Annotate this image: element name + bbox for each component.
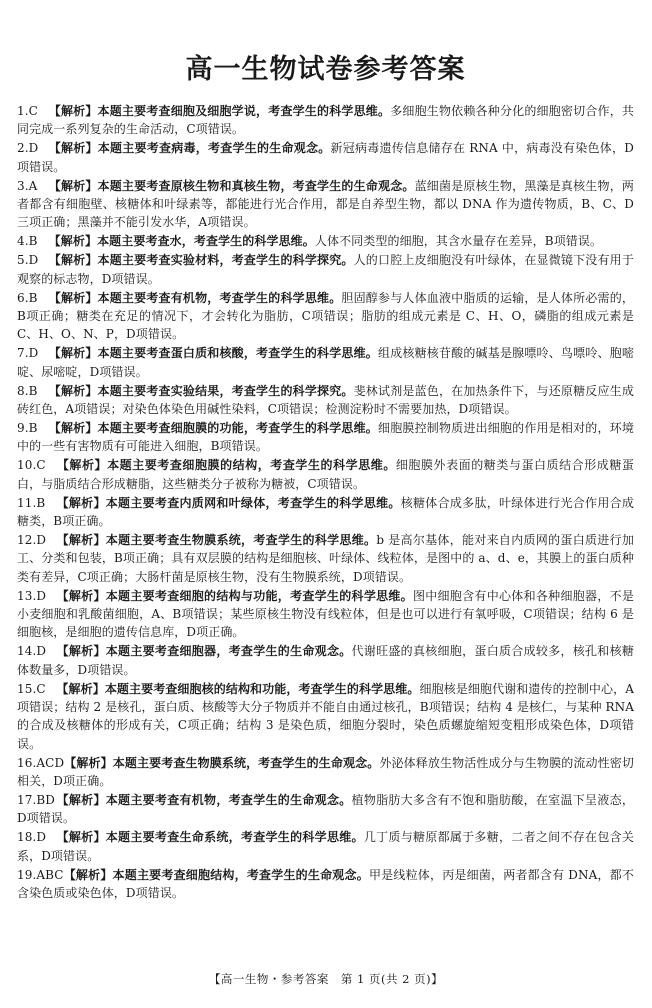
analysis-tag: 【解析】 xyxy=(56,681,105,696)
answer-item xyxy=(17,494,634,531)
answer-choice: C xyxy=(36,681,46,696)
analysis-lead: 本题主要考查细胞核的结构和功能，考查学生的科学思维。 xyxy=(104,681,420,696)
analysis-lead: 本题主要考查生物膜系统，考查学生的科学思维。 xyxy=(105,532,377,547)
answer-item xyxy=(17,754,634,791)
question-number: 12. xyxy=(17,532,37,547)
question-number: 4. xyxy=(17,234,29,249)
analysis-lead: 本题主要考查生命系统，考查学生的科学思维。 xyxy=(105,830,364,845)
analysis-tag: 【解析】 xyxy=(56,830,106,845)
analysis-text: 新冠病毒遗传信息储存在 RNA 中，病毒没有染色体，D项错误。 xyxy=(17,141,635,174)
analysis-lead: 本题主要考查有机物，考查学生的科学思维。 xyxy=(97,290,342,305)
analysis-lead: 本题主要考查原核生物和真核生物，考查学生的生命观念。 xyxy=(97,178,415,193)
analysis-text: 外泌体释放生物活性成分与生物膜的流动性密切相关，D项正确。 xyxy=(17,755,635,789)
analysis-tag: 【解析】 xyxy=(48,420,98,435)
analysis-lead: 本题主要考查细胞膜的结构，考查学生的科学思维。 xyxy=(107,458,396,473)
question-number: 16. xyxy=(17,755,37,770)
analysis-tag: 【解析】 xyxy=(63,867,113,882)
answer-item xyxy=(17,531,634,586)
analysis-text: 斐林试剂是蓝色，在加热条件下，与还原糖反应生成砖红色，A项错误；对染色体染色用碱性染料，C项错误；检测淀粉时不需要加热，D项错误。 xyxy=(17,383,634,416)
analysis-lead: 本题主要考查病毒，考查学生的生命观念。 xyxy=(97,141,331,156)
analysis-tag: 【解析】 xyxy=(56,644,106,659)
answer-item xyxy=(17,642,634,679)
answer-choice: D xyxy=(28,141,39,156)
question-number: 5. xyxy=(17,253,29,268)
analysis-text: 几丁质与糖原都属于多糖，二者之间不存在包含关系，D项错误。 xyxy=(17,830,635,863)
analysis-tag: 【解析】 xyxy=(56,458,108,473)
analysis-lead: 本题主要考查有机物，考查学生的生命观念。 xyxy=(105,793,352,808)
analysis-tag: 【解析】 xyxy=(56,495,106,510)
question-number: 13. xyxy=(17,588,37,603)
answer-item xyxy=(17,289,634,344)
question-number: 18. xyxy=(17,830,37,845)
answer-list xyxy=(17,102,634,902)
analysis-tag: 【解析】 xyxy=(48,253,98,268)
analysis-text: 植物脂肪大多含有不饱和脂肪酸，在室温下呈液态，D项错误。 xyxy=(17,793,634,826)
analysis-tag: 【解析】 xyxy=(48,383,98,398)
question-number: 3. xyxy=(17,178,29,193)
analysis-tag: 【解析】 xyxy=(48,178,98,193)
analysis-tag: 【解析】 xyxy=(64,755,113,770)
question-number: 14. xyxy=(17,644,37,659)
analysis-text: 代谢旺盛的真核细胞，蛋白质合成较多，核孔和核糖体数量多，D项错误。 xyxy=(17,644,634,677)
analysis-tag: 【解析】 xyxy=(48,346,98,361)
answer-choice: C xyxy=(36,458,46,473)
answer-choice: B xyxy=(28,290,38,305)
analysis-text: 多细胞生物依赖各种分化的细胞密切合作，共同完成一系列复杂的生命活动，C项错误。 xyxy=(17,104,634,137)
analysis-text: 图中细胞含有中心体和各种细胞器，不是小麦细胞和乳酸菌细胞，A、B项错误；某些原核生物没有线粒体，但是也可以进行有氧呼吸，C项错误；结构 6 是细胞核，是细胞的遗传信息库，D项正确。 xyxy=(17,588,634,640)
answer-item xyxy=(17,177,634,232)
question-number: 17. xyxy=(17,793,37,808)
analysis-lead: 本题主要考查生物膜系统，考查学生的生命观念。 xyxy=(112,755,380,770)
question-number: 19. xyxy=(17,867,37,882)
analysis-tag: 【解析】 xyxy=(48,234,98,249)
analysis-lead: 本题主要考查细胞的结构与功能，考查学生的科学思维。 xyxy=(105,588,413,603)
answer-choice: D xyxy=(36,588,47,603)
analysis-tag: 【解析】 xyxy=(48,290,98,305)
analysis-lead: 本题主要考查蛋白质和核酸，考查学生的科学思维。 xyxy=(97,346,378,361)
answer-choice: B xyxy=(28,234,38,249)
question-number: 8. xyxy=(17,383,29,398)
analysis-lead: 本题主要考查实验材料，考查学生的科学探究。 xyxy=(97,253,354,268)
question-number: 1. xyxy=(17,104,29,118)
answer-item xyxy=(17,866,634,903)
answer-item xyxy=(17,251,634,288)
answer-choice: B xyxy=(28,420,38,435)
answer-choice: B xyxy=(28,383,38,398)
question-number: 7. xyxy=(17,346,29,361)
answer-choice: D xyxy=(28,346,39,361)
analysis-text: 组成核糖核苷酸的碱基是腺嘌呤、鸟嘌呤、胞嘧啶、尿嘧啶，D项错误。 xyxy=(17,346,634,379)
answer-item xyxy=(17,344,634,381)
analysis-text: 细胞膜控制物质进出细胞的作用是相对的，环境中的一些有害物质有可能进入细胞，B项错误。 xyxy=(17,420,634,454)
answer-item xyxy=(17,232,634,250)
analysis-tag: 【解析】 xyxy=(48,141,98,156)
answer-choice: A xyxy=(28,178,38,193)
answer-choice: B xyxy=(36,495,46,510)
analysis-lead: 本题主要考查水，考查学生的科学思维。 xyxy=(97,234,315,249)
answer-item xyxy=(17,456,634,493)
analysis-tag: 【解析】 xyxy=(56,588,106,603)
analysis-tag: 【解析】 xyxy=(48,104,98,118)
analysis-lead: 本题主要考查细胞结构，考查学生的生命观念。 xyxy=(112,867,369,882)
answer-choice: ACD xyxy=(36,755,65,770)
analysis-text: 甲是线粒体，丙是细菌，两者都含有 DNA，都不含染色质或染色体，D项错误。 xyxy=(17,867,635,901)
page-title: 高一生物试卷参考答案 xyxy=(185,54,466,85)
answer-choice: BD xyxy=(36,793,56,808)
analysis-text: 核糖体合成多肽，叶绿体进行光合作用合成糖类，B项正确。 xyxy=(17,495,635,528)
page-footer: 【高一生物・参考答案 第 1 页(共 2 页)】 xyxy=(208,972,444,986)
analysis-text: 人的口腔上皮细胞没有叶绿体，在显微镜下没有用于观察的标志物，D项错误。 xyxy=(17,253,634,286)
answer-choice: C xyxy=(28,104,38,118)
analysis-text: b 是高尔基体，能对来自内质网的蛋白质进行加工、分类和包装，B项正确；具有双层膜的结构是细胞核、叶绿体、线粒体，是图中的 a、d、e，其膜上的蛋白质种类有差异，C项正确；大肠杆菌是原核生物，没有生物膜系统，D项错误。 xyxy=(17,532,634,584)
question-number: 11. xyxy=(17,495,37,510)
answer-choice: D xyxy=(36,532,47,547)
answer-item xyxy=(17,102,634,139)
question-number: 15. xyxy=(17,681,37,696)
question-number: 9. xyxy=(17,420,29,435)
analysis-tag: 【解析】 xyxy=(56,793,106,808)
answer-item xyxy=(17,587,634,642)
analysis-text: 细胞核是细胞代谢和遗传的控制中心，A项错误；结构 2 是核孔，蛋白质、核酸等大分子物质并不能自由通过核孔，B项错误；结构 4 是核仁，与某种 RNA 的合成及核糖体的形成有关，C项正确；结构 3 是染色质，细胞分裂时，染色质螺旋缩短变粗形成染色体，D项错误。 xyxy=(17,681,634,751)
answer-item xyxy=(17,419,634,456)
analysis-text: 细胞膜外表面的糖类与蛋白质结合形成糖蛋白，与脂质结合形成糖脂，这些糖类分子被称为糖被，C项错误。 xyxy=(17,458,634,491)
analysis-tag: 【解析】 xyxy=(56,532,106,547)
answer-item xyxy=(17,382,634,419)
analysis-lead: 本题主要考查细胞器，考查学生的生命观念。 xyxy=(105,644,352,659)
answer-item xyxy=(17,828,634,865)
question-number: 10. xyxy=(17,458,37,473)
answer-item xyxy=(17,680,634,754)
analysis-lead: 本题主要考查细胞膜的功能，考查学生的科学思维。 xyxy=(97,420,378,435)
answer-choice: D xyxy=(36,644,47,659)
question-number: 6. xyxy=(17,290,29,305)
analysis-text: 人体不同类型的细胞，其含水量存在差异，B项错误。 xyxy=(314,234,603,249)
answer-item xyxy=(17,791,634,828)
answer-item xyxy=(17,139,634,176)
answer-choice: ABC xyxy=(36,867,64,882)
answer-choice: D xyxy=(36,830,47,845)
answer-choice: D xyxy=(28,253,39,268)
analysis-text: 胆固醇参与人体血液中脂质的运输，是人体所必需的，B项正确；糖类在充足的情况下，才会转化为脂肪，C项错误；脂肪的组成元素是 C、H、O，磷脂的组成元素是 C、H、O、N、P，D项错误。 xyxy=(17,290,634,342)
analysis-lead: 本题主要考查实验结果，考查学生的科学探究。 xyxy=(97,383,354,398)
analysis-text: 蓝细菌是原核生物，黑藻是真核生物，两者都含有细胞壁、核糖体和叶绿素等，都能进行光合作用，都是自养型生物，都以 DNA 作为遗传物质，B、C、D三项正确；黑藻并不能引发水华，A项错误。 xyxy=(17,178,634,230)
question-number: 2. xyxy=(17,141,29,156)
analysis-lead: 本题主要考查细胞及细胞学说，考查学生的科学思维。 xyxy=(97,104,391,118)
analysis-lead: 本题主要考查内质网和叶绿体，考查学生的科学思维。 xyxy=(105,495,401,510)
